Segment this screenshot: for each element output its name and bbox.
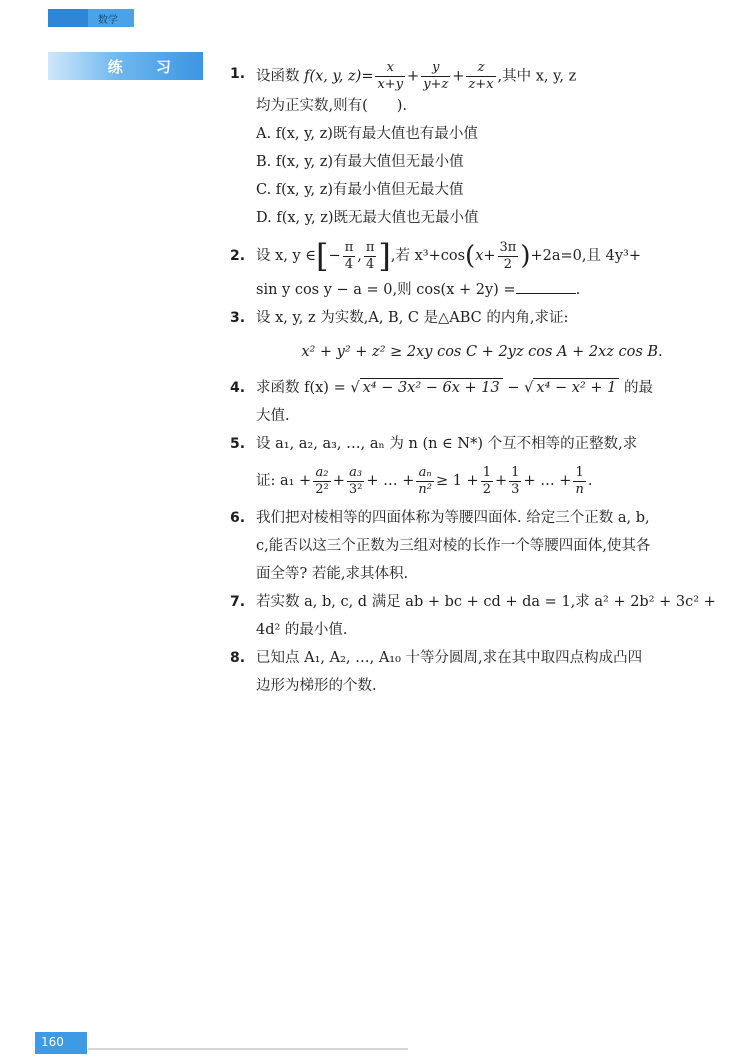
problem-3 [230,304,708,372]
numerator: a₂ [315,464,329,480]
problem-text: c,能否以这三个正数为三组对棱的长作一个等腰四面体,使其各 [256,538,651,554]
numerator: π [365,239,375,255]
numerator: a₃ [349,464,363,480]
denominator: z+x [468,77,494,92]
problem-number: 7. [230,594,246,610]
problem-number: 2. [230,248,246,264]
denominator: 3 [511,481,520,497]
problem-number: 3. [230,310,246,326]
equals-sign: = [361,68,374,85]
numerator: z [477,60,485,75]
inequality: ≥ 1 + [435,473,479,489]
minus-sign: − [502,380,525,396]
fraction [421,60,450,93]
problem-text: 设 x, y, z 为实数,A, B, C 是△ABC 的内角,求证: [256,310,569,326]
problem-text: ,其中 x, y, z [497,68,577,85]
fraction [375,60,405,93]
header-bar [48,9,134,27]
problem-6 [230,504,708,588]
problem-text: 大值. [256,408,290,424]
denominator: 2² [315,481,329,497]
ellipsis: + … + [366,473,415,489]
answer-blank [516,279,576,294]
radical: x⁴ − 3x² − 6x + 13 [360,378,503,397]
numerator: 3π [499,239,517,255]
problem-number: 5. [230,436,246,452]
denominator: x+y [377,77,404,92]
denominator: 2 [498,256,519,273]
radical: x⁴ − x² + 1 [533,378,619,397]
fraction [364,240,377,273]
right-bracket: ] [378,237,391,275]
exercise-banner-label: 练 习 [107,58,185,76]
problem-text: 设 x, y ∈ [256,248,317,264]
left-bracket: [ [316,237,329,275]
problem-4: 4. 求函数 f(x) = √ x⁴ − 3x² − 6x + 13 − √ x⁴ − x² + 1 的最 大值. [230,374,708,430]
period: . [587,473,593,489]
option-b: B. f(x, y, z)有最大值但无最小值 [256,154,464,170]
numerator: π [344,239,354,255]
denominator: 3² [348,481,363,497]
denominator: y+z [423,77,449,92]
problem-text: 的最 [619,380,653,396]
page-number: 160 [41,1035,64,1049]
fraction [498,240,519,273]
problem-text: ,若 x³+cos [390,248,466,264]
problem-text: 设 a₁, a₂, a₃, …, aₙ 为 n (n ∈ N*) 个互不相等的正整数,求 [256,436,638,452]
problem-text: 均为正实数,则有( ). [256,98,408,114]
right-paren: ) [520,241,531,271]
fraction [509,465,521,498]
denominator: 2 [482,481,491,497]
numerator: y [432,60,440,75]
option-d: D. f(x, y, z)既无最大值也无最小值 [256,210,479,226]
numerator: aₙ [418,464,432,480]
numerator: 1 [575,464,584,480]
problem-text: +2a=0,且 4y³+ [530,248,642,264]
problem-text: 求函数 f(x) = [256,380,351,396]
subject-label: 数学 [98,15,118,26]
denominator: n² [418,481,432,497]
exercise-list [230,60,716,700]
problem-1: 1. 设函数 f(x, y, z)= $\frac{x}{x+y}$ + $\frac{y}{y+z}$ + $\frac{z}{z+x}$ ,其中 x, y, z 均为正实数,则有( ). A. f(x, y, z)既有最大值也有最小值 B. f(x, y, z)有最大值但无最小值 C. f(x, y, z)有最小值但无最大值 D. f(x, y, z)既无最大值也无最小值 [230,60,708,232]
fraction [573,465,585,498]
fraction [313,465,330,498]
exercise-banner [48,52,203,80]
header-color-block [48,9,88,27]
denominator: 4 [364,256,377,273]
period: . [575,282,581,298]
numerator: 1 [511,464,520,480]
numerator: x [386,60,394,75]
problem-text: 4d² 的最小值. [256,622,348,638]
denominator: 4 [343,256,356,273]
problem-2: 2. 设 x, y ∈[− $\frac{\pi}{4}$ , $\frac{\pi}{4}$ ],若 x³+cos(x+ $\frac{3\pi}{2}$ )+2a=0,且 4y³+ sin y cos y − a = 0,则 cos(x + 2y) = . [230,237,642,298]
formula: x² + y² + z² ≥ 2xy cos C + 2yz cos A + 2xz cos B. [301,344,663,360]
problem-text: 证: a₁ + [256,473,312,489]
fraction [466,60,495,93]
denominator: n [575,481,584,497]
fraction [347,465,364,498]
problem-number: 6. [230,510,246,526]
problem-text: 设函数 [256,68,305,85]
fraction [416,465,434,498]
problem-text: 面全等? 若能,求其体积. [256,566,409,582]
problem-number: 4. [230,380,246,396]
fraction [343,240,356,273]
left-paren: ( [465,241,476,271]
option-a: A. f(x, y, z)既有最大值也有最小值 [256,126,478,142]
problem-8 [230,644,708,700]
problem-text: 边形为梯形的个数. [256,678,377,694]
function-name: f(x, y, z) [304,68,362,85]
page-number-tab [35,1032,87,1054]
footer-divider [88,1048,408,1050]
numerator: 1 [482,464,491,480]
problem-7 [230,588,716,644]
option-c: C. f(x, y, z)有最小值但无最大值 [256,182,464,198]
problem-text: sin y cos y − a = 0,则 cos(x + 2y) = [256,282,516,298]
problem-text: 已知点 A₁, A₂, …, A₁₀ 十等分圆周,求在其中取四点构成凸四 [256,650,643,666]
problem-5: 5. 设 a₁, a₂, a₃, …, aₙ 为 n (n ∈ N*) 个互不相等的正整数,求 证: a₁ + $\frac{\text{a₂}}{\text{2²}}$ + $\frac{\text{a₃}}{\text{3²}}$ + … + $\frac{\text{aₙ}}{\text{n²}}$ ≥ 1 + $\frac{1}{2}$ + $\frac{1}{3}$ + … + $\frac{1}{n}$ . [230,430,708,504]
problem-number: 8. [230,650,246,666]
problem-number: 1. [230,66,246,82]
problem-text: 若实数 a, b, c, d 满足 ab + bc + cd + da = 1,求 a² + 2b² + 3c² + [256,594,716,610]
fraction [481,465,493,498]
problem-text: 我们把对棱相等的四面体称为等腰四面体. 给定三个正数 a, b, [256,510,650,526]
